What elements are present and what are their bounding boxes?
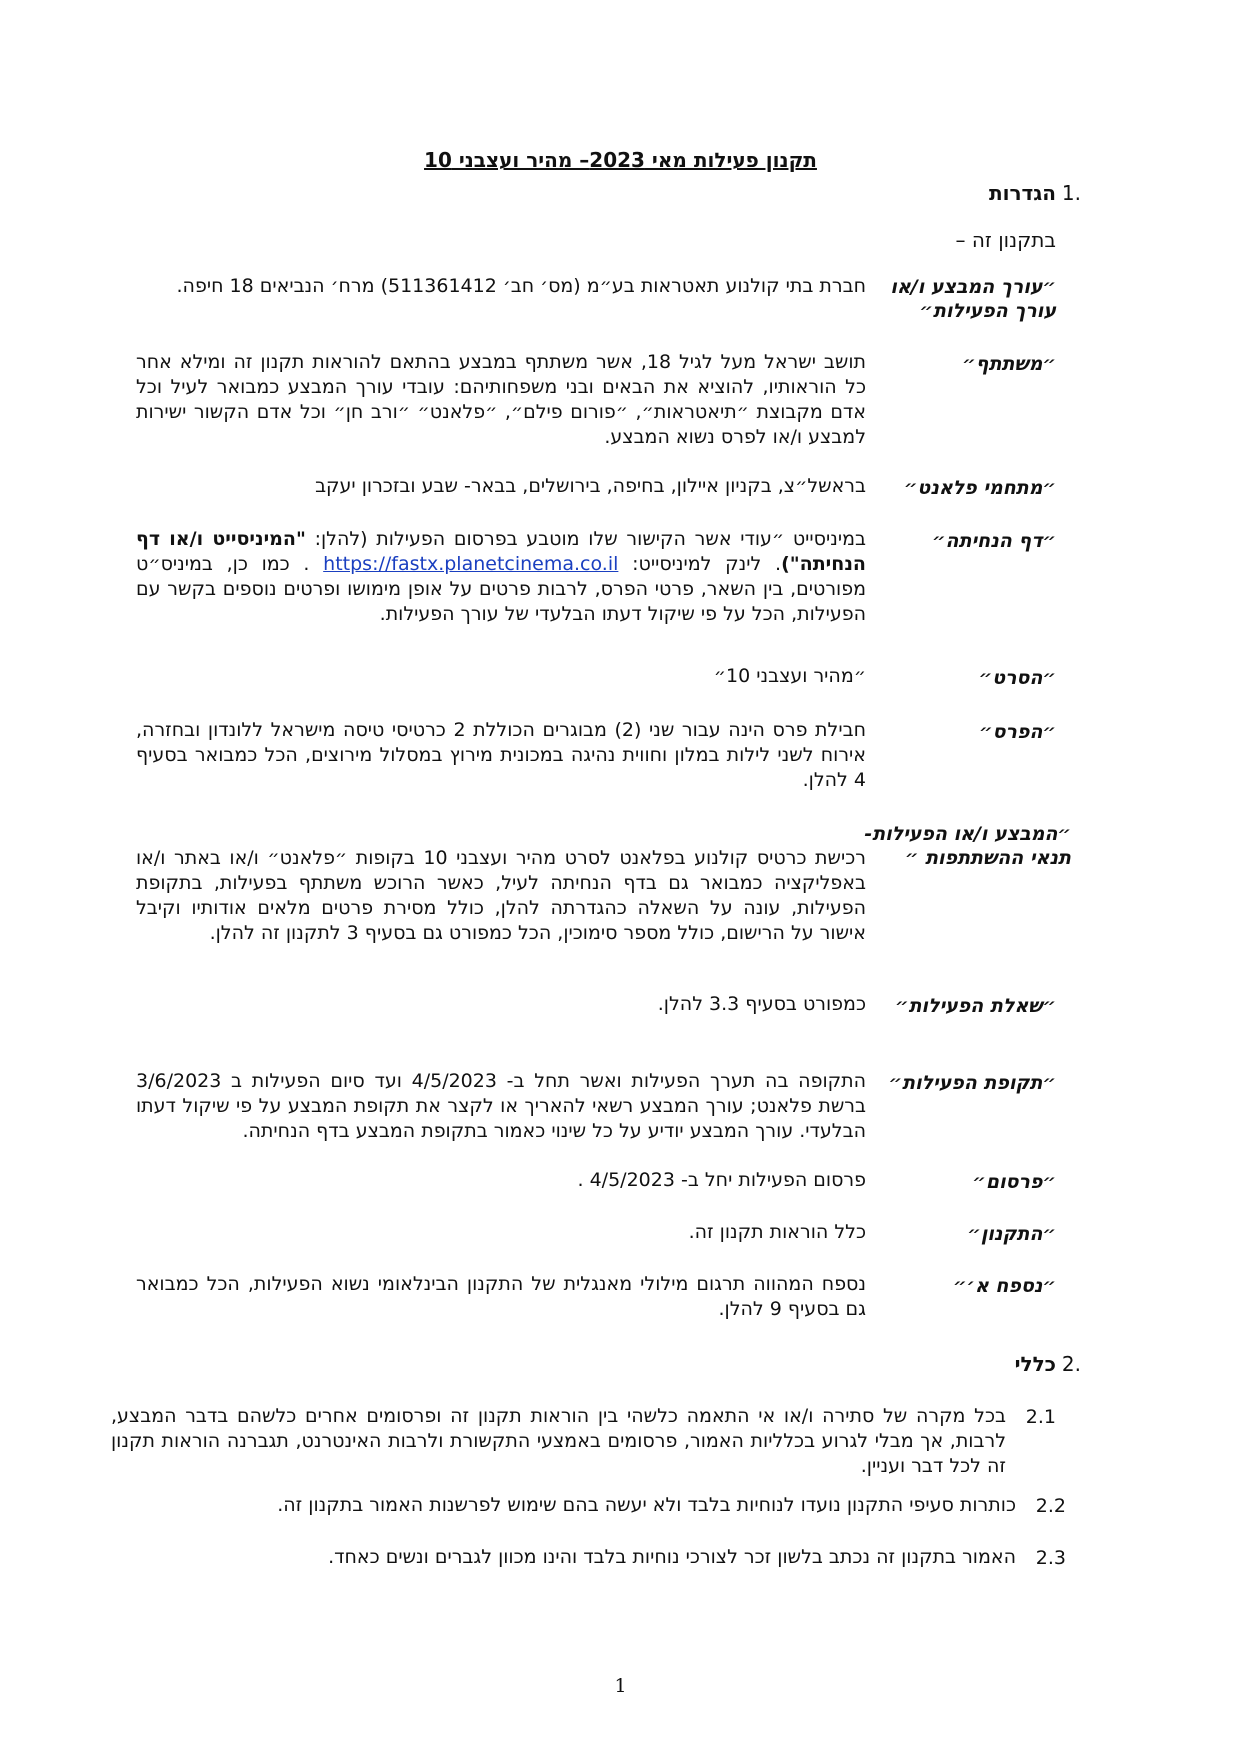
clause-2-1-text: בכל מקרה של סתירה ו/או אי התאמה כלשהי בין הוראות תקנון זה ופרסומים אחרים כלשהם בדבר המבצע, לרבות, אך מבלי לגרוע בכלליות האמור, פרסומים באמצעי התקשורת ולרבות האינטרנט, תגברנה הוראות תקנון זה לכל דבר ועניין.	[111, 1405, 1006, 1477]
page-number: 1	[614, 1675, 627, 1697]
term-movie: ״הסרט״	[978, 667, 1056, 689]
definition-organizer: חברת בתי קולנוע תאטראות בע״מ (מס׳ חב׳ 511361412) מרח׳ הנביאים 18 חיפה.	[176, 275, 866, 297]
section-1-intro: בתקנון זה –	[955, 228, 1056, 252]
clause-2-2-text: כותרות סעיפי התקנון נועדו לנוחיות בלבד ולא יעשה בהם שימוש לפרשנות האמור בתקנון זה.	[277, 1494, 1016, 1516]
term-activity-question: ״שאלת הפעילות״	[895, 995, 1056, 1017]
definition-participant: תושב ישראל מעל לגיל 18, אשר משתתף במבצע בהתאם להוראות תקנון זה ומילא אחר כל הוראותיו, להוציא את הבאים ובני משפחותיהם: עובדי עורך המבצע כמבואר לעיל וכל אדם מקבוצת ״תיאטראות״, ״פורום פילם״, ״פלאנט״ ״ורב חן״ וכל אדם הקשור ישירות למבצע ו/או לפרס נשוא המבצע.	[136, 351, 867, 448]
definition-movie: ״מהיר ועצבני 10״	[713, 665, 866, 687]
clause-2-3-text: האמור בתקנון זה נכתב בלשון זכר לצורכי נוחיות בלבד והינו מכוון לגברים ונשים כאחד.	[328, 1546, 1016, 1568]
definition-landing-page: במיניסייט ״עודי אשר הקישור שלו מוטבע בפרסום הפעילות (להלן: "המיניסייט ו/או דף הנחיתה"). לינק למיניסייט: https://fastx.planetcinema.co.il . כמו כן, במיניס״ט מפורטים, בין השאר, פרטי הפרס, לרבות פרטים על אופן מימושו ופרטים נוספים בקשר עם הפעילות, הכל על פי שיקול דעתו הבלעדי של עורך הפעילות.	[136, 528, 867, 625]
term-planet-locations: ״מתחמי פלאנט״	[903, 477, 1056, 499]
term-prize: ״הפרס״	[979, 721, 1056, 743]
minisite-link[interactable]: https://fastx.planetcinema.co.il	[323, 553, 619, 575]
definition-appendix-a: נספח המהווה תרגום מילולי מאנגלית של התקנון הבינלאומי נשוא הפעילות, הכל כמבואר גם בסעיף 9 להלן.	[136, 1273, 866, 1320]
term-organizer: ״עורך המבצע ו/או עורך הפעילות״	[890, 276, 1056, 322]
clause-2-3-number: 2.3	[1035, 1547, 1066, 1569]
definition-campaign-conditions: רכישת כרטיס קולנוע בפלאנט לסרט מהיר ועצבני 10 בקופות ״פלאנט״ ו/או באתר ו/או באפליקציה כמבואר גם בדף הנחיתה לעיל, כאשר הרוכש משתתף בפעילות, בתקופת הפעילות, עונה על השאלה כהגדרתה להלן, כולל מסירת פרטים מלאים אודותיו וקיבל אישור על הרישום, כולל מספר סימוכין, הכל כמפורט גם בסעיף 3 לתקנון זה להלן.	[136, 847, 866, 944]
definition-prize: חבילת פרס הינה עבור שני (2) מבוגרים הכוללת 2 כרטיסי טיסה מישראל ללונדון ובחזרה, אירוח לשני לילות במלון וחווית נהיגה במכונית מירוץ במסלול מירוצים, הכל כמבואר בסעיף 4 להלן.	[136, 719, 866, 791]
term-publication: ״פרסום״	[972, 1171, 1056, 1193]
term-landing-page: ״דף הנחיתה״	[932, 530, 1056, 552]
definition-regulations: כלל הוראות תקנון זה.	[688, 1221, 866, 1243]
section-1-number: .1	[1061, 181, 1081, 205]
definition-activity-period: התקופה בה תערך הפעילות ואשר תחל ב- 4/5/2023 ועד סיום הפעילות ב 3/6/2023 ברשת פלאנט; עורך המבצע רשאי להאריך או לקצר את תקופת המבצע על פי שיקול דעתו הבלעדי. עורך המבצע יודיע על כל שינוי כאמור בתקופת המבצע בדף הנחיתה.	[136, 1070, 867, 1142]
term-appendix-a: ״נספח א׳״	[953, 1275, 1056, 1297]
term-participant: ״משתתף״	[962, 353, 1056, 375]
section-2-heading: כללי	[1014, 1352, 1056, 1376]
definition-planet-locations: בראשל״צ, בקניון איילון, בחיפה, בירושלים, בבאר- שבע ובזכרון יעקב	[315, 475, 866, 497]
section-2-number: .2	[1061, 1352, 1081, 1376]
term-campaign-conditions: ״המבצע ו/או הפעילות- תנאי ההשתתפות ״	[864, 823, 1071, 869]
term-activity-period: ״תקופת הפעילות״	[888, 1072, 1056, 1094]
definition-publication: פרסום הפעילות יחל ב- 4/5/2023 .	[577, 1169, 866, 1191]
clause-2-1-number: 2.1	[1025, 1406, 1056, 1428]
page-title: תקנון פעילות מאי 2023– מהיר ועצבני 10	[424, 148, 817, 172]
term-regulations: ״התקנון״	[967, 1223, 1056, 1245]
definition-activity-question: כמפורט בסעיף 3.3 להלן.	[657, 993, 866, 1015]
clause-2-2-number: 2.2	[1035, 1495, 1066, 1517]
section-1-heading: הגדרות	[988, 181, 1056, 205]
